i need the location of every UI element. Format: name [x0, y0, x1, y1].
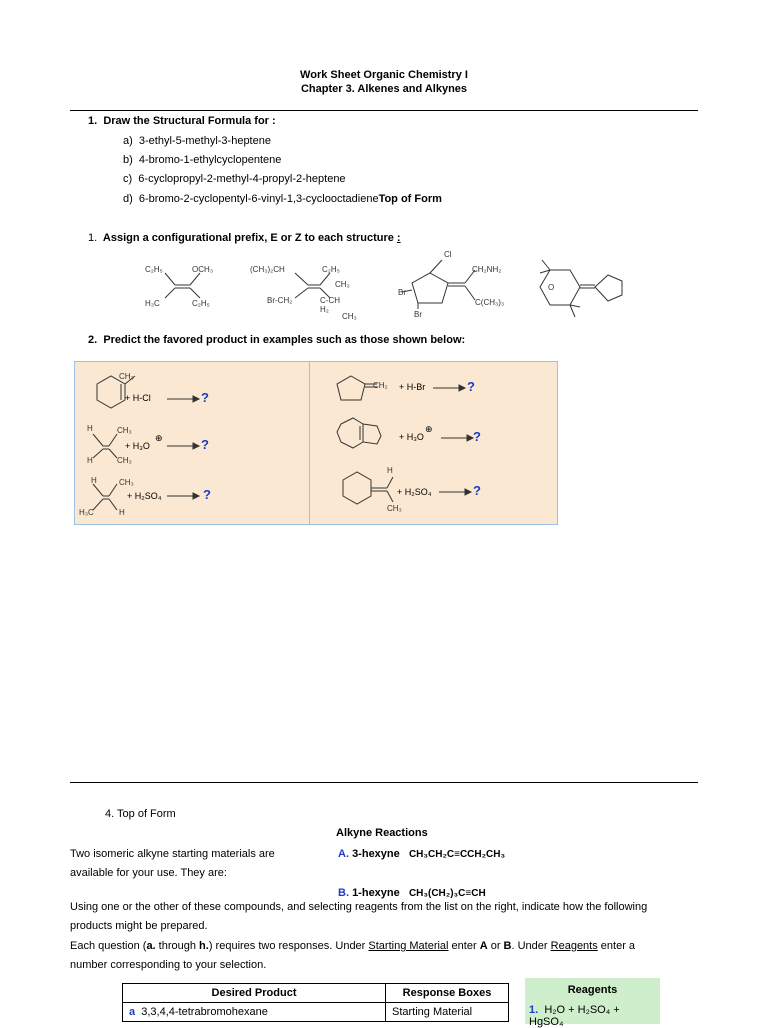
q1-item-b-text: 4-bromo-1-ethylcyclopentene [138, 154, 282, 166]
option-b-letter: B. [338, 887, 349, 899]
option-b-name: 1-hexyne [352, 887, 400, 899]
row-a-response[interactable]: Starting Material [386, 1003, 509, 1022]
option-a-letter: A. [338, 848, 349, 860]
r3-h-top: H [91, 476, 97, 485]
r2-ch3-bottom: CH₃ [117, 456, 132, 465]
q1-heading [88, 115, 276, 127]
p2-part-e: ) requires two responses. Under [208, 940, 369, 952]
s3-ctbutyl: C(CH₃)₃ [475, 298, 505, 307]
s1-top-left: C₂H₅ [145, 265, 163, 274]
r3-h3c: H₃C [79, 508, 94, 517]
row-a-product [123, 1003, 386, 1022]
col-response-boxes: Response Boxes [386, 984, 509, 1003]
r2-question-mark: ? [201, 437, 209, 452]
r5-reagent: + H₃O [399, 432, 424, 442]
q4-paragraph1: Using one or the other of these compounds, and selecting reagents from the list on the right, indicate how the following [70, 901, 648, 913]
p2-part-m: enter a [597, 940, 636, 952]
r4-reagent: + H-Br [399, 382, 426, 392]
reagents-panel [525, 978, 660, 1028]
q1-item-a [123, 135, 271, 147]
q1-item-d [123, 193, 442, 205]
section-divider [70, 782, 698, 783]
q1-item-c-label: c) [123, 173, 133, 185]
p2-part-k: . Under [511, 940, 551, 952]
q4-paragraph2 [70, 940, 635, 952]
r3-question-mark: ? [203, 487, 211, 502]
q2-number: 2. [88, 334, 98, 346]
q4-paragraph2b: number corresponding to your selection. [70, 959, 267, 971]
r1-ch3: CH₃ [119, 372, 134, 381]
r6-h: H [387, 466, 393, 475]
r5-plus-charge: ⊕ [425, 424, 433, 434]
p2-letter-a: A [479, 940, 488, 952]
option-a [338, 848, 505, 860]
option-b [338, 887, 486, 899]
qconfig-colon: : [396, 232, 401, 244]
r5-question-mark: ? [473, 429, 481, 444]
r4-question-mark: ? [467, 379, 475, 394]
s2-ch3-b: CH₃ [342, 312, 357, 321]
s3-br-left: Br [398, 288, 406, 297]
r6-question-mark: ? [473, 483, 481, 498]
reaction-box [74, 361, 558, 525]
s2-c-ch: C-CH [320, 296, 340, 305]
option-b-formula: CH₃(CH₂)₃C≡CH [408, 888, 486, 899]
table-row [123, 1003, 509, 1022]
products-table [122, 983, 509, 1022]
products-table-header [123, 984, 509, 1003]
r1-reagent: + H-Cl [125, 393, 151, 403]
s2-h2: H₂ [320, 305, 329, 314]
q1-item-b [123, 154, 281, 166]
s1-bottom-left: H₃C [145, 299, 160, 308]
q2-heading [88, 334, 465, 346]
r2-h-top: H [87, 424, 93, 433]
qconfig-heading [88, 232, 401, 244]
r3-reagent: + H₂SO₄ [127, 491, 162, 501]
reagents-title: Reagents [567, 984, 618, 996]
p2-part-c: through [155, 940, 200, 952]
p2-part-b: a. [146, 940, 156, 952]
r3-h-bottom: H [119, 508, 125, 517]
p2-reagents: Reagents [550, 940, 598, 952]
q1-top-of-form: Top of Form [378, 193, 442, 205]
q1-heading-text: Draw the Structural Formula for : [103, 115, 276, 127]
r2-h-bottom: H [87, 456, 93, 465]
p2-part-g: enter [448, 940, 480, 952]
r3-ch3: CH₃ [119, 478, 134, 487]
r6-ch3: CH₃ [387, 504, 402, 513]
qconfig-number: 1. [88, 232, 98, 244]
col-desired-product: Desired Product [123, 984, 386, 1003]
q1-item-b-label: b) [123, 154, 133, 166]
worksheet-subtitle: Chapter 3. Alkenes and Alkynes [300, 83, 468, 95]
s2-bottom-left: Br-CH₂ [267, 296, 293, 305]
row-a-product-name: 3,3,4,4-tetrabromohexane [141, 1006, 268, 1018]
q4-intro-line2: available for your use. They are: [70, 867, 227, 879]
reagent-1-number: 1. [529, 1004, 539, 1016]
q4-label: 4. Top of Form [105, 808, 176, 820]
s2-top-right: C₂H₅ [322, 265, 340, 274]
q1-item-a-text: 3-ethyl-5-methyl-3-heptene [138, 135, 271, 147]
reagent-1-text-cont: HgSO₄ [529, 1016, 564, 1028]
p2-part-d: h. [199, 940, 209, 952]
q1-item-d-label: d) [123, 193, 133, 205]
s3-ch2nh2: CH₂NH₂ [472, 265, 502, 274]
q1-number: 1. [88, 115, 98, 127]
s4-oxygen: O [548, 283, 555, 292]
r6-reagent: + H₂SO₄ [397, 487, 432, 497]
reagent-item-1[interactable] [529, 1004, 660, 1028]
worksheet-title: Work Sheet Organic Chemistry I [300, 69, 468, 81]
s2-ch3-a: CH₃ [335, 280, 350, 289]
s2-top-left: (CH₃)₂CH [250, 265, 285, 274]
header-divider [70, 110, 698, 111]
q1-item-d-text: 6-bromo-2-cyclopentyl-6-vinyl-1,3-cyclooctadiene [138, 193, 379, 205]
p2-part-i: or [487, 940, 504, 952]
r1-question-mark: ? [201, 390, 209, 405]
q4-intro-line1: Two isomeric alkyne starting materials are [70, 848, 275, 860]
q1-item-c-text: 6-cyclopropyl-2-methyl-4-propyl-2-heptene [138, 173, 346, 185]
s1-bottom-right: C₂H₅ [192, 299, 210, 308]
qconfig-heading-text: Assign a configurational prefix, E or Z to each structure [102, 232, 394, 244]
r2-ch3-top: CH₃ [117, 426, 132, 435]
configuration-structures [130, 245, 650, 325]
option-a-name: 3-hexyne [352, 848, 400, 860]
q2-heading-text: Predict the favored product in examples such as those shown below: [103, 334, 466, 346]
p2-starting-material: Starting Material [368, 940, 449, 952]
s1-top-right: OCH₃ [192, 265, 214, 274]
q1-item-a-label: a) [123, 135, 133, 147]
r2-reagent: + H₃O [125, 441, 150, 451]
p2-letter-b: B [503, 940, 512, 952]
q4-heading: Alkyne Reactions [336, 827, 428, 839]
r4-ch2: CH₂ [373, 381, 388, 390]
p2-part-a: Each question ( [70, 940, 147, 952]
s3-cl: Cl [444, 250, 452, 259]
r2-plus-charge: ⊕ [155, 433, 163, 443]
row-a-letter: a [129, 1006, 136, 1018]
option-a-formula: CH₃CH₂C≡CCH₂CH₃ [408, 849, 506, 860]
s3-br-bottom: Br [414, 310, 422, 319]
reagent-1-text: H₂O + H₂SO₄ + [544, 1004, 620, 1016]
q4-paragraph1b: products might be prepared. [70, 920, 208, 932]
q1-item-c [123, 173, 346, 185]
